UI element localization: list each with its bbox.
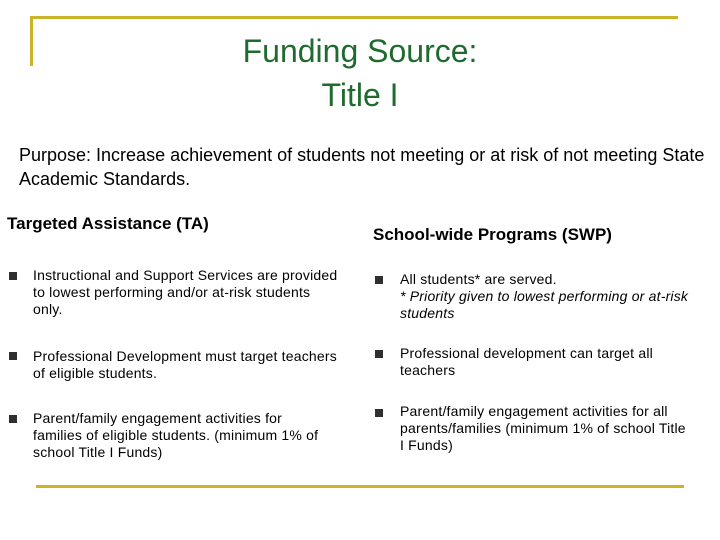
swp-item-2: Professional development can target all teachers bbox=[400, 345, 653, 378]
swp-item-3: Parent/family engagement activities for all parents/families (minimum 1% of school Title I Funds) bbox=[400, 403, 686, 453]
swp-bullet-2-icon bbox=[375, 350, 383, 358]
swp-item-1-note: * Priority given to lowest performing or at-risk students bbox=[400, 288, 689, 321]
slide-title-line-2: Title I bbox=[321, 77, 399, 113]
bottom-gold-rule bbox=[36, 485, 684, 488]
ta-bullet-2-icon bbox=[9, 352, 17, 360]
top-gold-rule bbox=[30, 16, 678, 19]
swp-column-heading: School-wide Programs (SWP) bbox=[373, 225, 612, 244]
swp-bullet-3-icon bbox=[375, 409, 383, 417]
swp-item-1: All students* are served. bbox=[400, 271, 557, 287]
ta-bullet-3-icon bbox=[9, 415, 17, 423]
swp-bullet-1-icon bbox=[375, 276, 383, 284]
slide-title-line-1: Funding Source: bbox=[242, 33, 478, 69]
ta-item-3: Parent/family engagement activities for families of eligible students. (minimum 1% of school Title I Funds) bbox=[33, 410, 319, 460]
ta-item-2: Professional Development must target teachers of eligible students. bbox=[33, 348, 337, 381]
ta-item-1: Instructional and Support Services are provided to lowest performing and/or at-risk students only. bbox=[33, 267, 338, 317]
purpose-statement: Purpose: Increase achievement of students not meeting or at risk of not meeting State Academic Standards. bbox=[19, 145, 705, 189]
ta-bullet-1-icon bbox=[9, 272, 17, 280]
ta-column-heading: Targeted Assistance (TA) bbox=[7, 214, 209, 233]
